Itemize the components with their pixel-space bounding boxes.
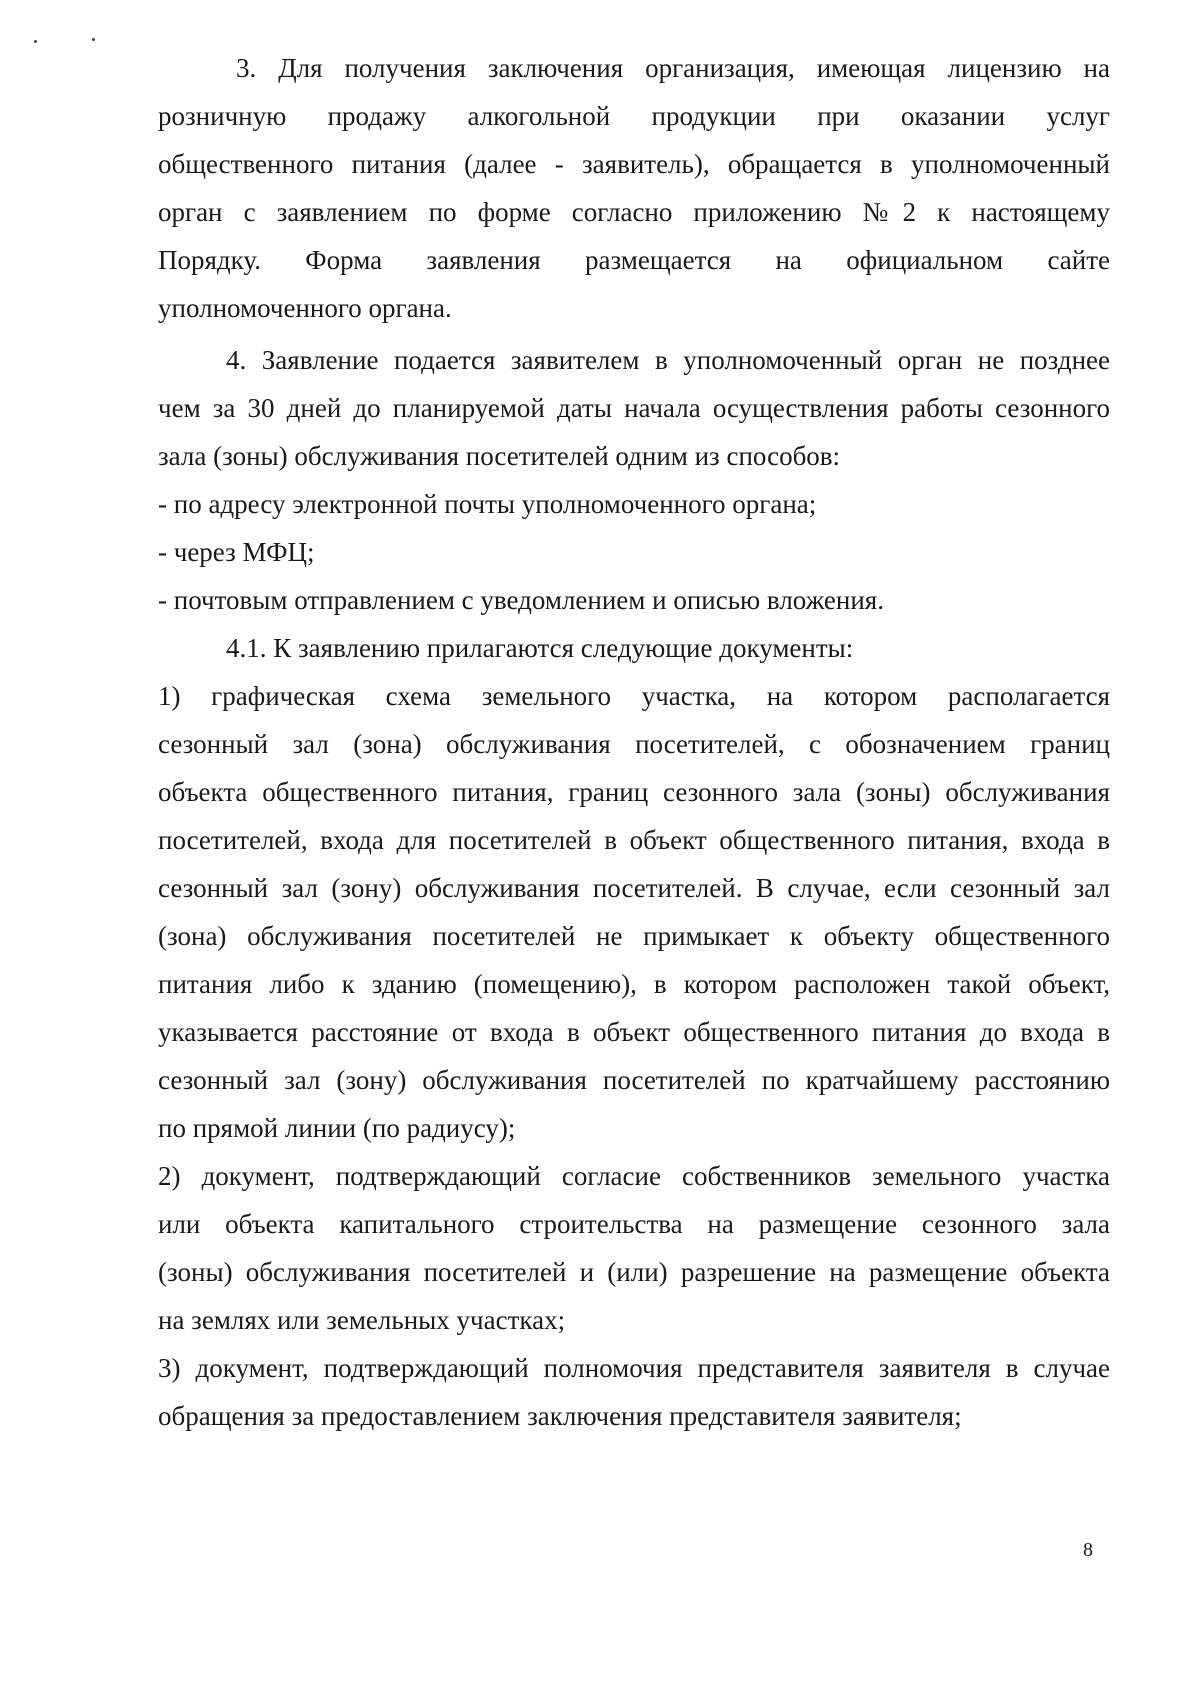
- list-item: - по адресу электронной почты уполномоченного органа;: [158, 489, 817, 519]
- paragraph-line: указывается расстояние от входа в объект общественного питания до входа в: [158, 1017, 1110, 1047]
- scan-speck: [34, 40, 37, 43]
- paragraph-line: общественного питания (далее - заявитель), обращается в уполномоченный: [158, 149, 1110, 179]
- paragraph-line: сезонный зал (зону) обслуживания посетителей по кратчайшему расстоянию: [158, 1065, 1110, 1095]
- paragraph-line: или объекта капитального строительства на размещение сезонного зала: [158, 1209, 1110, 1239]
- paragraph-line: питания либо к зданию (помещению), в котором расположен такой объект,: [158, 969, 1110, 999]
- paragraph-4: [158, 336, 1110, 480]
- paragraph-line: Порядку. Форма заявления размещается на официальном сайте: [158, 245, 1110, 275]
- list-item: - почтовым отправлением с уведомлением и описью вложения.: [158, 585, 884, 615]
- paragraph-line: сезонный зал (зону) обслуживания посетителей. В случае, если сезонный зал: [158, 873, 1110, 903]
- paragraph-3: [158, 44, 1110, 332]
- scan-speck: [92, 38, 95, 41]
- paragraph-line: посетителей, входа для посетителей в объект общественного питания, входа в: [158, 825, 1110, 855]
- paragraph-line: 2) документ, подтверждающий согласие собственников земельного участка: [158, 1161, 1110, 1191]
- paragraph-line: 3) документ, подтверждающий полномочия представителя заявителя в случае: [158, 1353, 1110, 1383]
- paragraph-line: 3. Для получения заключения организация, имеющая лицензию на: [236, 53, 1110, 83]
- document-item-3: [158, 1344, 1110, 1440]
- paragraph-line: обращения за предоставлением заключения представителя заявителя;: [158, 1401, 962, 1431]
- submission-methods-list: [158, 480, 1110, 624]
- paragraph-line: на землях или земельных участках;: [158, 1305, 566, 1335]
- paragraph-line: розничную продажу алкогольной продукции при оказании услуг: [158, 101, 1110, 131]
- document-body: [158, 44, 1110, 1440]
- paragraph-line: объекта общественного питания, границ сезонного зала (зоны) обслуживания: [158, 777, 1110, 807]
- paragraph-line: (зона) обслуживания посетителей не примыкает к объекту общественного: [158, 921, 1110, 951]
- paragraph-line: по прямой линии (по радиусу);: [158, 1113, 516, 1143]
- page-number: 8: [1083, 1539, 1093, 1561]
- paragraph-line: 1) графическая схема земельного участка, на котором располагается: [158, 681, 1110, 711]
- paragraph-line: (зоны) обслуживания посетителей и (или) разрешение на размещение объекта: [158, 1257, 1110, 1287]
- document-item-2: [158, 1152, 1110, 1344]
- paragraph-line: сезонный зал (зона) обслуживания посетителей, с обозначением границ: [158, 729, 1110, 759]
- paragraph-line: орган с заявлением по форме согласно приложению №2 к настоящему: [158, 197, 1110, 227]
- section-4-1-heading: 4.1. К заявлению прилагаются следующие документы:: [226, 633, 854, 663]
- paragraph-line: 4. Заявление подается заявителем в уполномоченный орган не позднее: [226, 345, 1110, 375]
- paragraph-line: зала (зоны) обслуживания посетителей одним из способов:: [158, 441, 841, 471]
- paragraph-line: чем за 30 дней до планируемой даты начала осуществления работы сезонного: [158, 393, 1110, 423]
- list-item: - через МФЦ;: [158, 537, 315, 567]
- document-item-1: [158, 672, 1110, 1152]
- paragraph-line: уполномоченного органа.: [158, 293, 452, 323]
